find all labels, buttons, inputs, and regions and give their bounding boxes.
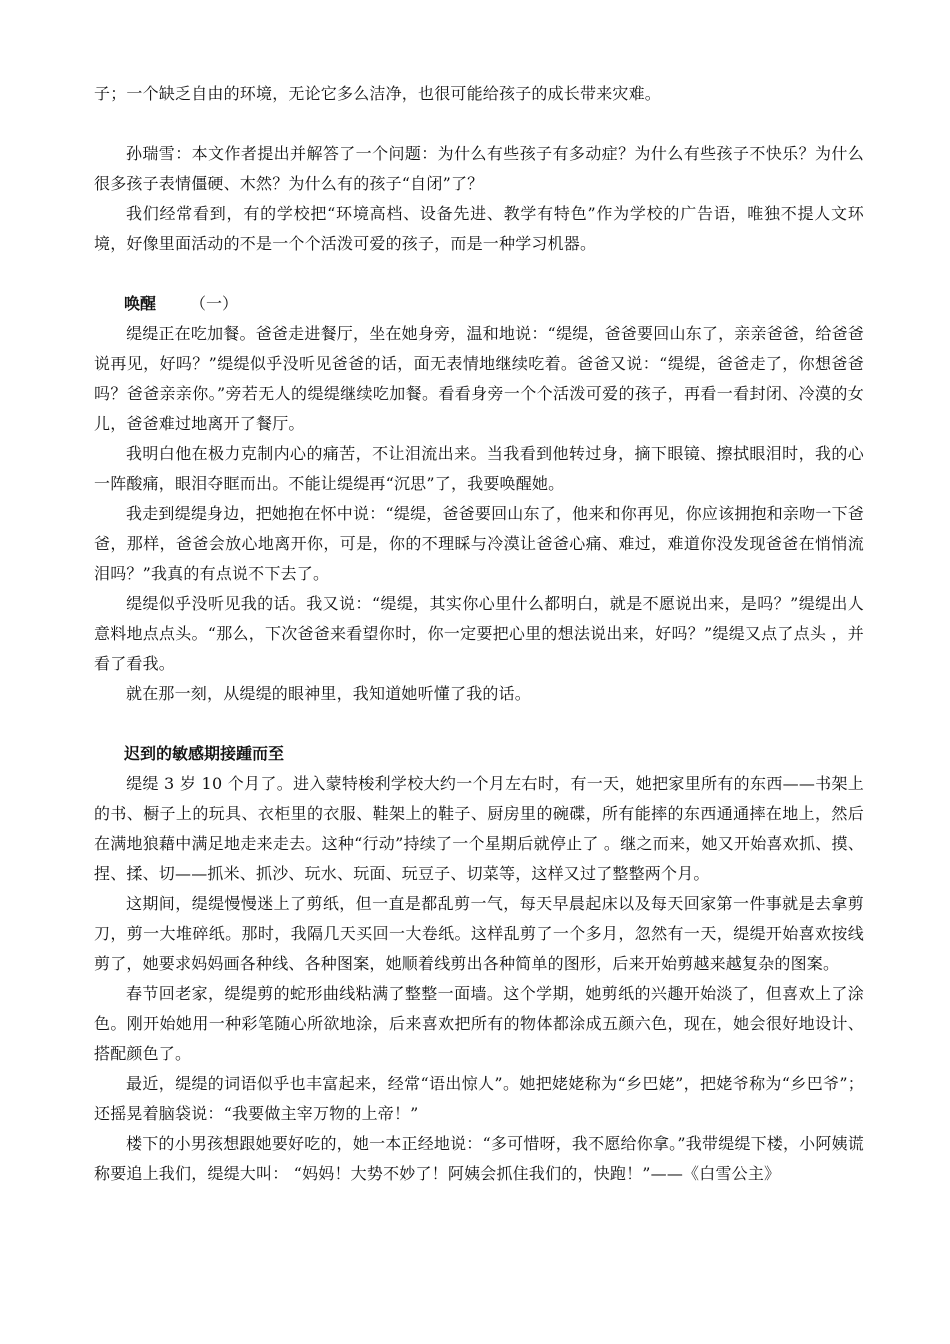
paragraph: 缇缇似乎没听见我的话。我又说：“缇缇，其实你心里什么都明白，就是不愿说出来，是吗？”缇缇出人意料地点点头。“那么，下次爸爸来看望你时，你一定要把心里的想法说出来，好吗？”缇缇又点了点头 ，并看了看我。 [94,594,864,673]
paragraph: 楼下的小男孩想跟她要好吃的，她一本正经地说：“多可惜呀，我不愿给你拿。”我带缇缇下楼，小阿姨谎称要追上我们，缇缇大叫： “妈妈！大势不妙了！阿姨会抓住我们的，快跑！”——《白雪公主》 [94,1134,864,1183]
blank-line [94,259,864,289]
section-heading: 迟到的敏感期接踵而至 [124,744,285,763]
blank-line [94,709,864,739]
paragraph: 我明白他在极力克制内心的痛苦，不让泪流出来。当我看到他转过身，摘下眼镜、擦拭眼泪时，我的心一阵酸痛，眼泪夺眶而出。不能让缇缇再“沉思”了，我要唤醒她。 [94,444,864,493]
paragraph: 这期间，缇缇慢慢迷上了剪纸，但一直是都乱剪一气，每天早晨起床以及每天回家第一件事就是去拿剪刀，剪一大堆碎纸。那时，我隔几天买回一大卷纸。这样乱剪了一个多月，忽然有一天，缇缇开始喜欢按线剪了，她要求妈妈画各种线、各种图案，她顺着线剪出各种简单的图形，后来开始剪越来越复杂的图案。 [94,894,864,973]
document-page [94,79,864,1189]
paragraph: 缇缇 3 岁 10 个月了。进入蒙特梭利学校大约一个月左右时，有一天，她把家里所有的东西——书架上的书、橱子上的玩具、衣柜里的衣服、鞋架上的鞋子、厨房里的碗碟，所有能摔的东西通通摔在地上，然后在满地狼藉中满足地走来走去。这种“行动”持续了一个星期后就停止了 。继之而来，她又开始喜欢抓、摸、捏、揉、切——抓米、抓沙、玩水、玩面、玩豆子、切菜等，这样又过了整整两个月。 [94,774,864,883]
paragraph: 我们经常看到，有的学校把“环境高档、设备先进、教学有特色”作为学校的广告语，唯独不提人文环境，好像里面活动的不是一个个活泼可爱的孩子，而是一种学习机器。 [94,204,864,253]
section-heading [94,289,864,319]
blank-line [94,109,864,139]
section-title: 唤醒 [124,294,157,313]
paragraph: 我走到缇缇身边，把她抱在怀中说：“缇缇，爸爸要回山东了，他来和你再见，你应该拥抱和亲吻一下爸爸，那样，爸爸会放心地离开你，可是，你的不理睬与冷漠让爸爸心痛、难过，难道你没发现爸爸在悄悄流泪吗？”我真的有点说不下去了。 [94,504,864,583]
section-subtitle: （一） [190,294,239,313]
commentary-paragraph: 孙瑞雪：本文作者提出并解答了一个问题：为什么有些孩子有多动症？为什么有些孩子不快乐？为什么很多孩子表情僵硬、木然？为什么有的孩子“自闭”了？ [94,144,864,193]
paragraph: 最近，缇缇的词语似乎也丰富起来，经常“语出惊人”。她把姥姥称为“乡巴姥”，把姥爷称为“乡巴爷”；还摇晃着脑袋说：“我要做主宰万物的上帝！” [94,1074,864,1123]
paragraph: 就在那一刻，从缇缇的眼神里，我知道她听懂了我的话。 [126,684,532,703]
paragraph: 缇缇正在吃加餐。爸爸走进餐厅，坐在她身旁，温和地说：“缇缇，爸爸要回山东了，亲亲爸爸，给爸爸说再见，好吗？”缇缇似乎没听见爸爸的话，面无表情地继续吃着。爸爸又说：“缇缇，爸爸走了，你想爸爸吗？爸爸亲亲你。”旁若无人的缇缇继续吃加餐。看看身旁一个个活泼可爱的孩子，再看一看封闭、冷漠的女儿，爸爸难过地离开了餐厅。 [94,324,864,433]
paragraph: 春节回老家，缇缇剪的蛇形曲线粘满了整整一面墙。这个学期，她剪纸的兴趣开始淡了，但喜欢上了涂色。刚开始她用一种彩笔随心所欲地涂，后来喜欢把所有的物体都涂成五颜六色，现在，她会很好地设计、搭配颜色了。 [94,984,864,1063]
paragraph: 子；一个缺乏自由的环境，无论它多么洁净，也很可能给孩子的成长带来灾难。 [94,84,662,103]
